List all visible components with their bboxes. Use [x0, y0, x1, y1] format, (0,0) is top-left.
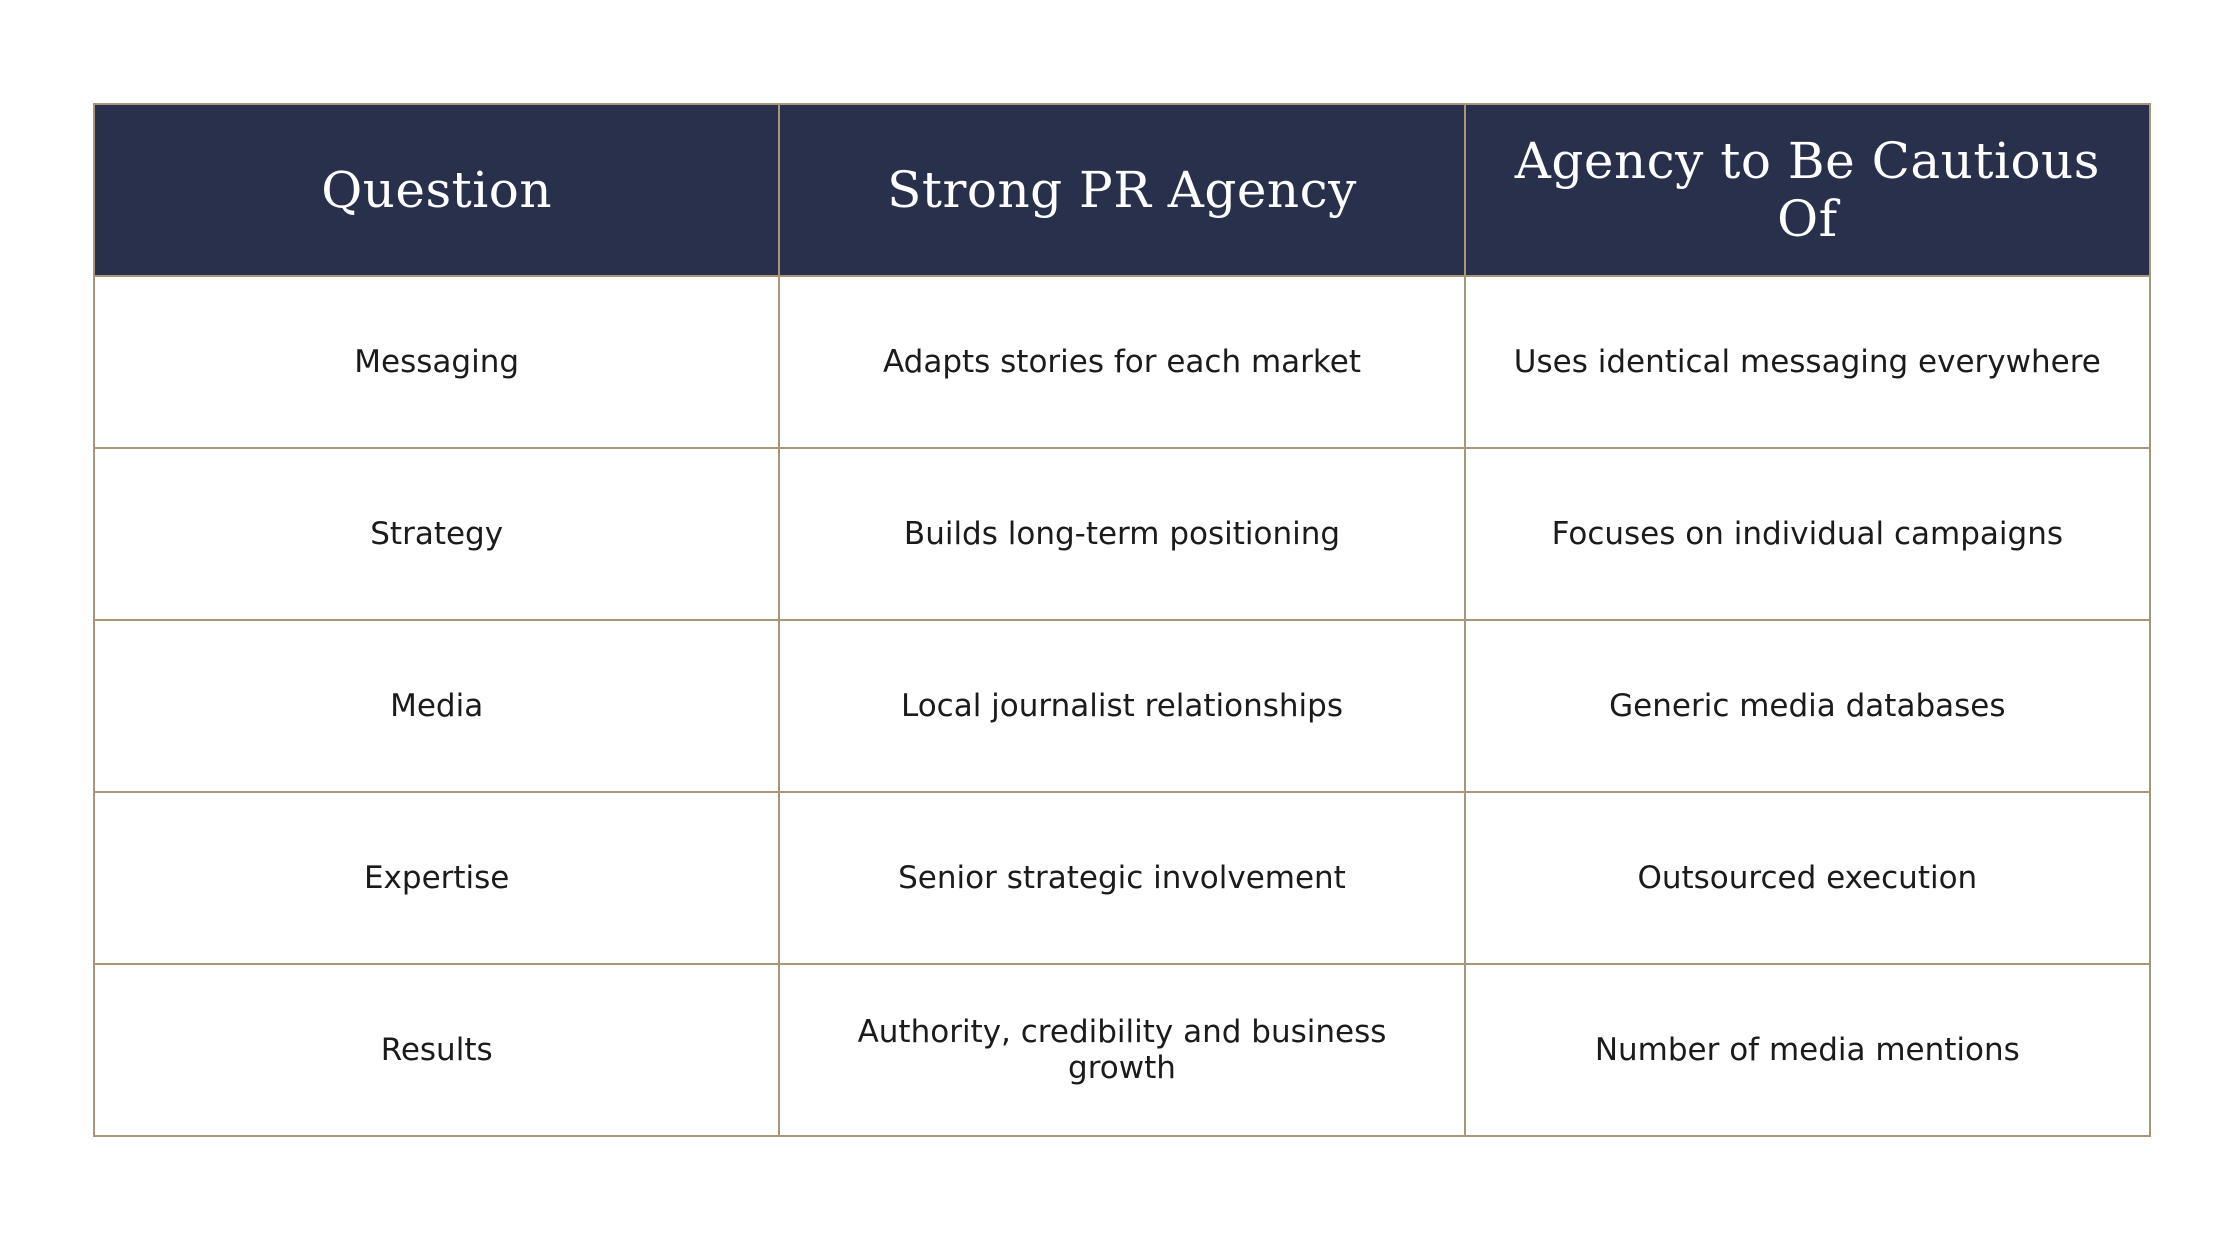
strong-agency-cell: Local journalist relationships [779, 620, 1464, 792]
strong-agency-cell: Authority, credibility and business growth [779, 964, 1464, 1136]
table-row [94, 792, 2150, 964]
cautious-agency-cell: Number of media mentions [1465, 964, 2150, 1136]
header-cell-question: Question [94, 104, 779, 276]
cautious-agency-cell: Uses identical messaging everywhere [1465, 276, 2150, 448]
table-header [94, 104, 2150, 276]
table-row [94, 276, 2150, 448]
cautious-agency-cell: Outsourced execution [1465, 792, 2150, 964]
strong-agency-cell: Senior strategic involvement [779, 792, 1464, 964]
table-row [94, 964, 2150, 1136]
strong-agency-cell: Builds long-term positioning [779, 448, 1464, 620]
question-cell: Media [94, 620, 779, 792]
question-cell: Strategy [94, 448, 779, 620]
header-cell-strong-agency: Strong PR Agency [779, 104, 1464, 276]
cautious-agency-cell: Generic media databases [1465, 620, 2150, 792]
table-row [94, 620, 2150, 792]
header-cell-cautious-agency: Agency to Be Cautious Of [1465, 104, 2150, 276]
question-cell: Messaging [94, 276, 779, 448]
table-body [94, 276, 2150, 1136]
cautious-agency-cell: Focuses on individual campaigns [1465, 448, 2150, 620]
question-cell: Expertise [94, 792, 779, 964]
strong-agency-cell: Adapts stories for each market [779, 276, 1464, 448]
comparison-table-container [93, 103, 2151, 1137]
table-row [94, 448, 2150, 620]
header-row [94, 104, 2150, 276]
comparison-table [93, 103, 2151, 1137]
question-cell: Results [94, 964, 779, 1136]
